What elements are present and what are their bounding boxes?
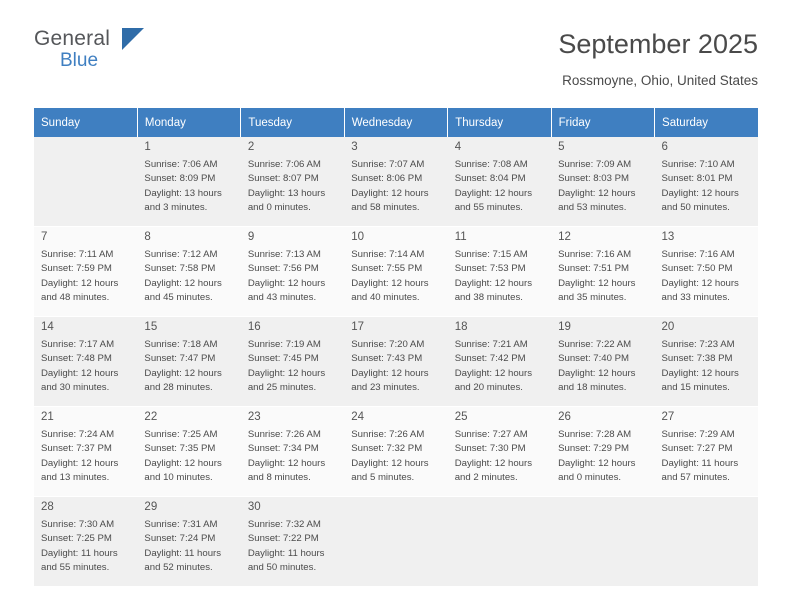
- day-info-line: and 3 minutes.: [144, 202, 208, 214]
- calendar-day-cell[interactable]: [551, 227, 654, 317]
- calendar-day-cell[interactable]: [241, 227, 344, 317]
- calendar-day-cell[interactable]: [551, 407, 654, 497]
- calendar-day-cell[interactable]: [241, 317, 344, 407]
- weekday-header-tuesday: Tuesday: [241, 108, 344, 137]
- calendar-day-cell[interactable]: [34, 227, 137, 317]
- calendar-day-cell[interactable]: [34, 317, 137, 407]
- day-info-line: Daylight: 12 hours: [351, 457, 429, 469]
- day-info-line: Sunrise: 7:31 AM: [144, 518, 218, 530]
- day-info-line: and 10 minutes.: [144, 472, 213, 484]
- day-sun-info: [144, 158, 234, 216]
- day-info-line: Sunrise: 7:21 AM: [454, 338, 528, 350]
- day-number: 12: [558, 231, 571, 243]
- day-info-line: Daylight: 11 hours: [661, 457, 739, 469]
- day-info-line: and 45 minutes.: [144, 292, 213, 304]
- logo-text-blue: Blue: [60, 50, 99, 71]
- weekday-header-sunday: Sunday: [34, 108, 137, 137]
- day-number: 4: [454, 141, 462, 153]
- day-number: 9: [247, 231, 255, 243]
- day-info-line: Sunset: 7:32 PM: [351, 443, 423, 455]
- day-sun-info: [558, 158, 648, 216]
- day-sun-info: [455, 158, 545, 216]
- day-info-line: Sunset: 7:48 PM: [41, 353, 112, 365]
- day-info-line: and 2 minutes.: [454, 472, 518, 484]
- day-info-line: Daylight: 11 hours: [247, 547, 325, 559]
- day-info-line: Sunrise: 7:24 AM: [41, 428, 115, 440]
- calendar-day-cell-empty: [34, 137, 137, 227]
- day-info-line: Daylight: 12 hours: [247, 367, 326, 379]
- calendar-week-row: [34, 227, 758, 317]
- day-sun-info: [248, 158, 338, 216]
- day-info-line: and 55 minutes.: [454, 202, 523, 214]
- calendar-day-cell[interactable]: [448, 227, 551, 317]
- day-info-line: and 15 minutes.: [661, 382, 730, 394]
- day-info-line: and 52 minutes.: [144, 562, 213, 574]
- day-info-line: and 50 minutes.: [661, 202, 730, 214]
- day-number: 19: [558, 321, 571, 333]
- day-info-line: Sunrise: 7:11 AM: [41, 248, 114, 260]
- day-info-line: Daylight: 12 hours: [144, 457, 222, 469]
- day-info-line: Sunrise: 7:12 AM: [144, 248, 218, 260]
- day-info-line: and 33 minutes.: [661, 292, 730, 304]
- day-info-line: Daylight: 13 hours: [144, 187, 222, 199]
- calendar-day-cell[interactable]: [448, 407, 551, 497]
- location-label: Rossmoyne, Ohio, United States: [562, 72, 758, 88]
- day-number: 5: [558, 141, 565, 153]
- day-info-line: Sunset: 7:37 PM: [41, 443, 112, 455]
- day-info-line: and 53 minutes.: [558, 202, 627, 214]
- day-sun-info: [558, 338, 648, 396]
- day-number: 1: [144, 141, 151, 153]
- day-info-line: Sunset: 7:56 PM: [247, 263, 319, 275]
- day-number: 18: [454, 321, 468, 333]
- day-info-line: Sunrise: 7:26 AM: [351, 428, 425, 440]
- calendar-day-cell[interactable]: [241, 137, 344, 227]
- day-number: 11: [454, 231, 467, 243]
- day-info-line: Sunset: 7:58 PM: [144, 263, 216, 275]
- day-sun-info: [41, 248, 131, 306]
- page-header: [34, 0, 758, 90]
- day-info-line: Sunrise: 7:29 AM: [661, 428, 735, 440]
- day-info-line: Daylight: 12 hours: [144, 277, 222, 289]
- day-info-line: Sunrise: 7:32 AM: [247, 518, 321, 530]
- day-info-line: Sunset: 7:51 PM: [558, 263, 630, 275]
- day-info-line: Sunrise: 7:26 AM: [247, 428, 321, 440]
- day-info-line: Sunset: 7:53 PM: [454, 263, 526, 275]
- logo[interactable]: [34, 28, 154, 78]
- day-info-line: Sunrise: 7:09 AM: [558, 158, 632, 170]
- calendar-day-cell[interactable]: [551, 317, 654, 407]
- weekday-header-monday: Monday: [137, 108, 240, 137]
- day-info-line: Daylight: 12 hours: [454, 277, 533, 289]
- day-info-line: Sunset: 7:22 PM: [247, 533, 319, 545]
- day-info-line: Sunset: 7:47 PM: [144, 353, 216, 365]
- day-sun-info: [248, 428, 338, 486]
- day-info-line: Daylight: 12 hours: [351, 367, 429, 379]
- day-info-line: Sunset: 7:40 PM: [558, 353, 630, 365]
- day-info-line: Daylight: 12 hours: [351, 187, 429, 199]
- day-info-line: Daylight: 12 hours: [661, 187, 739, 199]
- flag-icon: [122, 28, 144, 50]
- day-info-line: and 13 minutes.: [41, 472, 110, 484]
- day-info-line: Daylight: 12 hours: [661, 277, 739, 289]
- day-info-line: Daylight: 13 hours: [247, 187, 326, 199]
- day-number: 30: [247, 501, 261, 513]
- day-info-line: and 0 minutes.: [247, 202, 311, 214]
- calendar-week-row: [34, 317, 758, 407]
- day-sun-info: [144, 518, 234, 576]
- weekday-header-wednesday: Wednesday: [344, 108, 447, 137]
- weekday-header-friday: Friday: [551, 108, 654, 137]
- day-info-line: Sunset: 8:06 PM: [351, 173, 423, 185]
- calendar-day-cell[interactable]: [448, 317, 551, 407]
- day-sun-info: [41, 428, 131, 486]
- day-info-line: Sunrise: 7:13 AM: [247, 248, 321, 260]
- day-info-line: Sunrise: 7:08 AM: [454, 158, 528, 170]
- day-sun-info: [351, 158, 441, 216]
- day-info-line: Sunrise: 7:20 AM: [351, 338, 425, 350]
- day-info-line: and 38 minutes.: [454, 292, 523, 304]
- day-info-line: Sunrise: 7:06 AM: [247, 158, 321, 170]
- day-info-line: Sunrise: 7:07 AM: [351, 158, 425, 170]
- day-sun-info: [248, 248, 338, 306]
- day-info-line: Sunset: 7:34 PM: [247, 443, 319, 455]
- day-number: 14: [41, 321, 54, 333]
- calendar-day-cell[interactable]: [448, 137, 551, 227]
- day-info-line: Daylight: 12 hours: [454, 187, 533, 199]
- day-number: 28: [41, 501, 54, 513]
- day-info-line: Daylight: 12 hours: [41, 367, 119, 379]
- day-number: 2: [247, 141, 255, 153]
- calendar-week-row: [34, 137, 758, 227]
- day-info-line: Daylight: 12 hours: [454, 367, 533, 379]
- day-info-line: Sunrise: 7:14 AM: [351, 248, 425, 260]
- day-info-line: Sunset: 7:35 PM: [144, 443, 216, 455]
- title-block: [558, 28, 758, 88]
- day-info-line: Daylight: 12 hours: [558, 187, 636, 199]
- day-sun-info: [455, 338, 545, 396]
- day-number: 7: [41, 231, 48, 243]
- day-info-line: Daylight: 12 hours: [41, 457, 119, 469]
- day-info-line: and 57 minutes.: [661, 472, 730, 484]
- day-sun-info: [662, 428, 752, 486]
- day-info-line: Sunrise: 7:06 AM: [144, 158, 218, 170]
- day-number: 8: [144, 231, 151, 243]
- calendar-table: [34, 108, 758, 587]
- day-info-line: and 35 minutes.: [558, 292, 627, 304]
- day-info-line: and 5 minutes.: [351, 472, 415, 484]
- day-number: 22: [144, 411, 158, 423]
- calendar-day-cell[interactable]: [344, 317, 447, 407]
- day-number: 27: [661, 411, 675, 423]
- day-sun-info: [351, 428, 441, 486]
- page-title: September 2025: [558, 29, 758, 59]
- day-info-line: and 0 minutes.: [558, 472, 622, 484]
- calendar-day-cell[interactable]: [655, 137, 758, 227]
- day-info-line: Sunset: 8:04 PM: [454, 173, 526, 185]
- day-info-line: Daylight: 12 hours: [558, 367, 636, 379]
- day-info-line: Sunset: 7:27 PM: [661, 443, 733, 455]
- day-info-line: and 58 minutes.: [351, 202, 420, 214]
- day-info-line: Sunrise: 7:30 AM: [41, 518, 115, 530]
- day-info-line: and 50 minutes.: [247, 562, 317, 574]
- day-info-line: Sunrise: 7:15 AM: [454, 248, 528, 260]
- day-info-line: Daylight: 12 hours: [661, 367, 739, 379]
- calendar-week-row: [34, 407, 758, 497]
- day-number: 25: [454, 411, 468, 423]
- day-info-line: Sunrise: 7:22 AM: [558, 338, 632, 350]
- calendar-day-cell[interactable]: [655, 317, 758, 407]
- day-info-line: and 18 minutes.: [558, 382, 627, 394]
- day-info-line: Sunset: 7:25 PM: [41, 533, 112, 545]
- calendar-day-cell[interactable]: [344, 227, 447, 317]
- weekday-header-saturday: Saturday: [655, 108, 758, 137]
- day-number: 21: [41, 411, 54, 423]
- day-info-line: Daylight: 12 hours: [454, 457, 533, 469]
- day-info-line: and 28 minutes.: [144, 382, 213, 394]
- day-info-line: Sunrise: 7:28 AM: [558, 428, 632, 440]
- calendar-week-row: [34, 497, 758, 587]
- day-info-line: Sunset: 7:24 PM: [144, 533, 216, 545]
- day-info-line: Daylight: 11 hours: [41, 547, 118, 559]
- logo-text-general: General: [34, 27, 111, 50]
- day-info-line: Sunrise: 7:17 AM: [41, 338, 115, 350]
- day-sun-info: [144, 428, 234, 486]
- day-info-line: Sunset: 7:55 PM: [351, 263, 423, 275]
- calendar-day-cell[interactable]: [655, 227, 758, 317]
- day-sun-info: [41, 338, 131, 396]
- calendar-day-cell-empty: [448, 497, 551, 587]
- day-number: 6: [661, 141, 668, 153]
- day-info-line: Sunset: 7:42 PM: [454, 353, 526, 365]
- day-sun-info: [662, 248, 752, 306]
- day-info-line: and 25 minutes.: [247, 382, 317, 394]
- day-info-line: Daylight: 12 hours: [144, 367, 222, 379]
- day-info-line: Sunrise: 7:18 AM: [144, 338, 218, 350]
- calendar-day-cell[interactable]: [34, 497, 137, 587]
- day-info-line: Daylight: 12 hours: [558, 457, 636, 469]
- day-info-line: Daylight: 12 hours: [247, 277, 326, 289]
- day-info-line: Daylight: 12 hours: [247, 457, 326, 469]
- day-info-line: Sunset: 7:38 PM: [661, 353, 733, 365]
- day-number: 17: [351, 321, 365, 333]
- day-number: 23: [247, 411, 261, 423]
- calendar-day-cell[interactable]: [137, 407, 240, 497]
- calendar-day-cell[interactable]: [344, 137, 447, 227]
- day-number: 20: [661, 321, 675, 333]
- day-sun-info: [351, 338, 441, 396]
- calendar-day-cell[interactable]: [241, 497, 344, 587]
- day-info-line: Sunset: 7:29 PM: [558, 443, 630, 455]
- day-info-line: Sunset: 7:43 PM: [351, 353, 423, 365]
- day-info-line: Sunset: 7:45 PM: [247, 353, 319, 365]
- calendar-day-cell[interactable]: [551, 137, 654, 227]
- day-info-line: and 20 minutes.: [454, 382, 523, 394]
- day-info-line: Sunrise: 7:19 AM: [247, 338, 321, 350]
- day-info-line: Sunrise: 7:23 AM: [661, 338, 735, 350]
- day-sun-info: [351, 248, 441, 306]
- day-info-line: Sunrise: 7:16 AM: [558, 248, 632, 260]
- day-info-line: and 30 minutes.: [41, 382, 110, 394]
- day-info-line: Daylight: 12 hours: [41, 277, 119, 289]
- day-sun-info: [558, 428, 648, 486]
- calendar-day-cell[interactable]: [655, 407, 758, 497]
- day-sun-info: [662, 338, 752, 396]
- day-number: 29: [144, 501, 158, 513]
- day-sun-info: [144, 248, 234, 306]
- day-sun-info: [248, 518, 338, 576]
- day-info-line: and 43 minutes.: [247, 292, 317, 304]
- day-sun-info: [455, 428, 545, 486]
- calendar-day-cell-empty: [344, 497, 447, 587]
- day-info-line: Sunset: 8:03 PM: [558, 173, 630, 185]
- day-number: 3: [351, 141, 358, 153]
- day-sun-info: [144, 338, 234, 396]
- day-sun-info: [558, 248, 648, 306]
- weekday-header-thursday: Thursday: [448, 108, 551, 137]
- day-info-line: Sunrise: 7:25 AM: [144, 428, 218, 440]
- day-info-line: Sunrise: 7:27 AM: [454, 428, 528, 440]
- day-info-line: Sunrise: 7:16 AM: [661, 248, 735, 260]
- day-number: 15: [144, 321, 158, 333]
- calendar-day-cell[interactable]: [241, 407, 344, 497]
- calendar-day-cell-empty: [655, 497, 758, 587]
- day-info-line: Sunrise: 7:10 AM: [661, 158, 735, 170]
- day-info-line: and 23 minutes.: [351, 382, 420, 394]
- day-info-line: and 8 minutes.: [247, 472, 311, 484]
- day-info-line: Sunset: 7:50 PM: [661, 263, 733, 275]
- day-info-line: Sunset: 8:09 PM: [144, 173, 216, 185]
- day-info-line: Sunset: 8:07 PM: [247, 173, 319, 185]
- day-sun-info: [662, 158, 752, 216]
- day-number: 13: [661, 231, 675, 243]
- day-number: 26: [558, 411, 571, 423]
- day-info-line: Daylight: 12 hours: [351, 277, 429, 289]
- day-info-line: Daylight: 11 hours: [144, 547, 222, 559]
- weekday-header-row: [34, 108, 758, 137]
- calendar-day-cell[interactable]: [137, 227, 240, 317]
- calendar-day-cell[interactable]: [34, 407, 137, 497]
- day-sun-info: [248, 338, 338, 396]
- day-info-line: Sunset: 8:01 PM: [661, 173, 733, 185]
- calendar-day-cell-empty: [551, 497, 654, 587]
- calendar-day-cell[interactable]: [137, 497, 240, 587]
- calendar-day-cell[interactable]: [137, 317, 240, 407]
- day-info-line: and 48 minutes.: [41, 292, 110, 304]
- day-number: 10: [351, 231, 365, 243]
- day-info-line: and 40 minutes.: [351, 292, 420, 304]
- day-sun-info: [455, 248, 545, 306]
- calendar-body: [34, 137, 758, 587]
- day-info-line: Sunset: 7:59 PM: [41, 263, 112, 275]
- calendar-day-cell[interactable]: [344, 407, 447, 497]
- day-sun-info: [41, 518, 131, 576]
- day-info-line: Daylight: 12 hours: [558, 277, 636, 289]
- calendar-day-cell[interactable]: [137, 137, 240, 227]
- day-info-line: and 55 minutes.: [41, 562, 110, 574]
- day-info-line: Sunset: 7:30 PM: [454, 443, 526, 455]
- day-number: 24: [351, 411, 365, 423]
- day-number: 16: [247, 321, 261, 333]
